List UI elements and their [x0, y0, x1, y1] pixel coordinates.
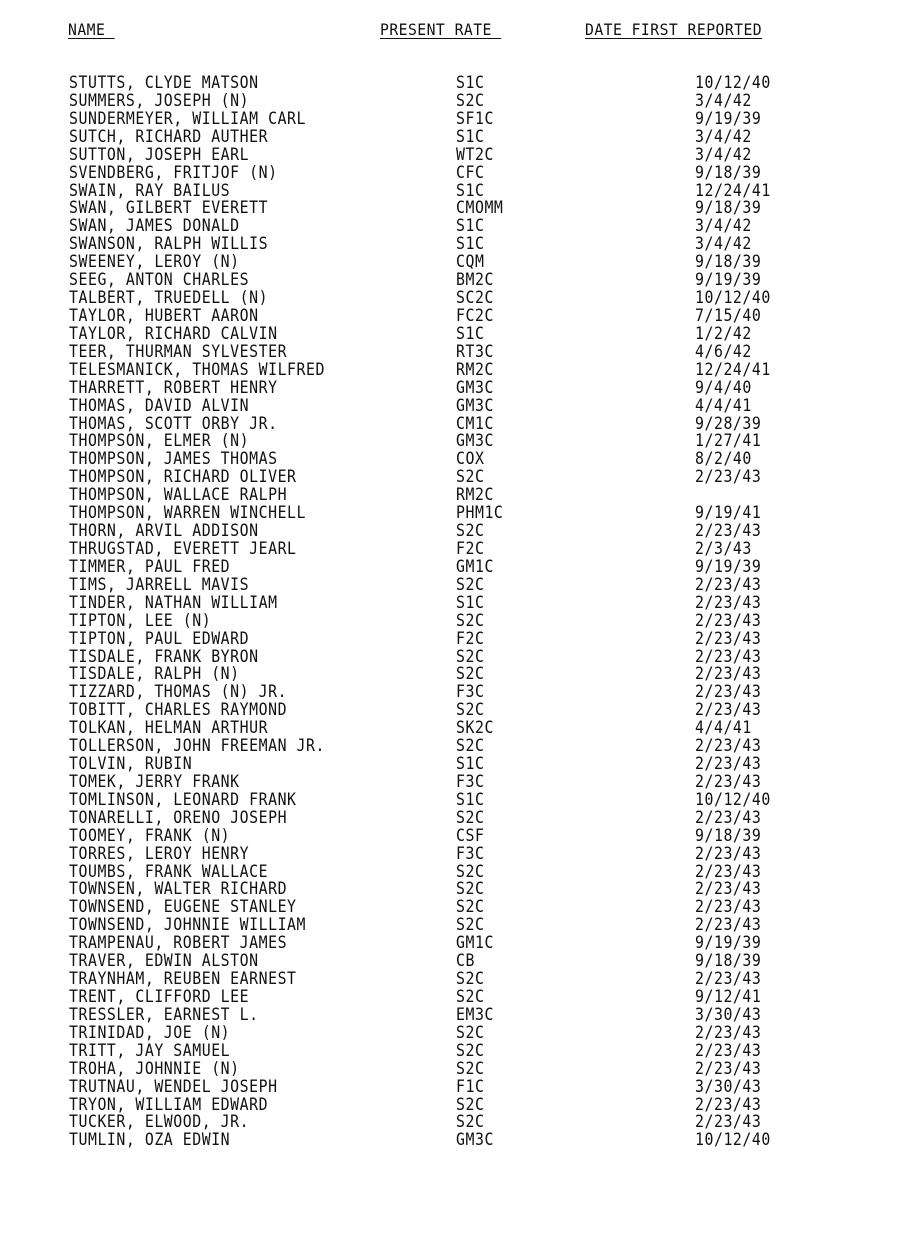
- roster-row: [0, 325, 897, 343]
- roster-name: TORRES, LEROY HENRY: [69, 843, 250, 863]
- roster-date: 12/24/41: [695, 180, 771, 200]
- roster-rate: S2C: [456, 1112, 485, 1132]
- roster-rate: S2C: [456, 646, 485, 666]
- roster-name: SWEENEY, LEROY (N): [69, 252, 240, 272]
- roster-date: 9/19/39: [695, 556, 762, 576]
- roster-name: TIMS, JARRELL MAVIS: [69, 574, 250, 594]
- roster-name: TEER, THURMAN SYLVESTER: [69, 341, 288, 361]
- roster-date: 1/2/42: [695, 323, 752, 343]
- roster-row: [0, 486, 897, 504]
- roster-date: 2/23/43: [695, 843, 762, 863]
- roster-date: 3/4/42: [695, 90, 752, 110]
- roster-rate: F2C: [456, 538, 485, 558]
- roster-rate: S2C: [456, 610, 485, 630]
- roster-rate: S2C: [456, 987, 485, 1007]
- roster-row: [0, 845, 897, 863]
- roster-name: TOWNSEND, JOHNNIE WILLIAM: [69, 915, 307, 935]
- header-name: NAME: [68, 20, 115, 39]
- roster-row: [0, 755, 897, 773]
- roster-row: [0, 1113, 897, 1131]
- roster-rate: F3C: [456, 843, 485, 863]
- roster-row: [0, 1042, 897, 1060]
- roster-rate: GM1C: [456, 556, 494, 576]
- roster-date: 7/15/40: [695, 305, 762, 325]
- roster-row: [0, 379, 897, 397]
- roster-rate: EM3C: [456, 1004, 494, 1024]
- roster-name: THOMPSON, WALLACE RALPH: [69, 485, 288, 505]
- roster-rate: F2C: [456, 628, 485, 648]
- roster-name: SUTCH, RICHARD AUTHER: [69, 126, 269, 146]
- roster-rate: S2C: [456, 915, 485, 935]
- roster-rate: S1C: [456, 234, 485, 254]
- roster-row: [0, 307, 897, 325]
- roster-date: 9/19/39: [695, 108, 762, 128]
- roster-date: 9/18/39: [695, 825, 762, 845]
- roster-date: 2/23/43: [695, 736, 762, 756]
- roster-rate: SK2C: [456, 718, 494, 738]
- roster-row: [0, 92, 897, 110]
- roster-rate: CMOMM: [456, 198, 504, 218]
- roster-rate: GM3C: [456, 395, 494, 415]
- roster-name: THRUGSTAD, EVERETT JEARL: [69, 538, 297, 558]
- roster-date: 2/23/43: [695, 1022, 762, 1042]
- roster-row: [0, 1131, 897, 1149]
- roster-row: [0, 199, 897, 217]
- roster-name: TRAVER, EDWIN ALSTON: [69, 951, 259, 971]
- roster-name: THOMAS, SCOTT ORBY JR.: [69, 413, 278, 433]
- roster-row: [0, 719, 897, 737]
- roster-date: 2/23/43: [695, 969, 762, 989]
- roster-rate: GM3C: [456, 1130, 494, 1150]
- roster-date: 2/23/43: [695, 664, 762, 684]
- roster-row: [0, 988, 897, 1006]
- roster-date: 3/4/42: [695, 216, 752, 236]
- roster-name: THORN, ARVIL ADDISON: [69, 521, 259, 541]
- roster-date: 2/23/43: [695, 467, 762, 487]
- roster-row: [0, 558, 897, 576]
- roster-name: TOLVIN, RUBIN: [69, 754, 193, 774]
- roster-rate: RT3C: [456, 341, 494, 361]
- roster-date: 3/4/42: [695, 144, 752, 164]
- roster-rate: S2C: [456, 700, 485, 720]
- roster-rate: CQM: [456, 252, 485, 272]
- roster-name: TAYLOR, RICHARD CALVIN: [69, 323, 278, 343]
- roster-rate: SF1C: [456, 108, 494, 128]
- roster-date: 9/18/39: [695, 252, 762, 272]
- roster-row: [0, 397, 897, 415]
- roster-rate: S2C: [456, 90, 485, 110]
- roster-date: 2/23/43: [695, 1112, 762, 1132]
- roster-date: 2/23/43: [695, 897, 762, 917]
- roster-date: 12/24/41: [695, 359, 771, 379]
- roster-rate: S2C: [456, 861, 485, 881]
- roster-date: 9/18/39: [695, 198, 762, 218]
- roster-date: 2/23/43: [695, 1058, 762, 1078]
- roster-name: TRITT, JAY SAMUEL: [69, 1040, 231, 1060]
- roster-name: THARRETT, ROBERT HENRY: [69, 377, 278, 397]
- roster-date: 2/23/43: [695, 628, 762, 648]
- roster-date: 3/30/43: [695, 1076, 762, 1096]
- roster-row: [0, 916, 897, 934]
- roster-name: SUNDERMEYER, WILLIAM CARL: [69, 108, 307, 128]
- roster-row: [0, 235, 897, 253]
- roster-row: [0, 361, 897, 379]
- roster-row: [0, 648, 897, 666]
- roster-date: 3/4/42: [695, 126, 752, 146]
- roster-date: 9/18/39: [695, 951, 762, 971]
- roster-name: TALBERT, TRUEDELL (N): [69, 288, 269, 308]
- roster-rate: S2C: [456, 664, 485, 684]
- roster-name: TRESSLER, EARNEST L.: [69, 1004, 259, 1024]
- roster-rate: S2C: [456, 969, 485, 989]
- roster-name: THOMPSON, WARREN WINCHELL: [69, 503, 307, 523]
- roster-row: [0, 665, 897, 683]
- roster-name: TAYLOR, HUBERT AARON: [69, 305, 259, 325]
- roster-row: [0, 182, 897, 200]
- roster-name: TROHA, JOHNNIE (N): [69, 1058, 240, 1078]
- header-date-first-reported: DATE FIRST REPORTED: [585, 20, 763, 39]
- roster-name: SUMMERS, JOSEPH (N): [69, 90, 250, 110]
- roster-date: 2/23/43: [695, 1040, 762, 1060]
- roster-rate: GM3C: [456, 377, 494, 397]
- roster-date: 2/23/43: [695, 682, 762, 702]
- roster-date: 9/4/40: [695, 377, 752, 397]
- roster-row: [0, 737, 897, 755]
- roster-rate: CFC: [456, 162, 485, 182]
- roster-name: SUTTON, JOSEPH EARL: [69, 144, 250, 164]
- roster-name: TINDER, NATHAN WILLIAM: [69, 592, 278, 612]
- roster-name: TUMLIN, OZA EDWIN: [69, 1130, 231, 1150]
- roster-date: 10/12/40: [695, 789, 771, 809]
- roster-row: [0, 146, 897, 164]
- roster-rate: F3C: [456, 682, 485, 702]
- roster-date: 3/4/42: [695, 234, 752, 254]
- roster-date: 10/12/40: [695, 73, 771, 92]
- roster-rate: CB: [456, 951, 475, 971]
- roster-rate: S2C: [456, 574, 485, 594]
- roster-name: SEEG, ANTON CHARLES: [69, 270, 250, 290]
- roster-row: [0, 128, 897, 146]
- roster-date: 2/23/43: [695, 521, 762, 541]
- roster-name: THOMPSON, ELMER (N): [69, 431, 250, 451]
- roster-rate: GM1C: [456, 933, 494, 953]
- roster-date: 2/23/43: [695, 574, 762, 594]
- roster-row: [0, 540, 897, 558]
- roster-name: STUTTS, CLYDE MATSON: [69, 73, 259, 92]
- roster-rate: S2C: [456, 1058, 485, 1078]
- roster-date: 1/27/41: [695, 431, 762, 451]
- roster-name: TOLLERSON, JOHN FREEMAN JR.: [69, 736, 325, 756]
- roster-date: 2/23/43: [695, 807, 762, 827]
- roster-date: 9/12/41: [695, 987, 762, 1007]
- roster-rate: S1C: [456, 180, 485, 200]
- roster-name: TONARELLI, ORENO JOSEPH: [69, 807, 288, 827]
- roster-name: SWAN, JAMES DONALD: [69, 216, 240, 236]
- roster-rate: S1C: [456, 126, 485, 146]
- roster-row: [0, 504, 897, 522]
- roster-name: TUCKER, ELWOOD, JR.: [69, 1112, 250, 1132]
- roster-name: TOWNSEN, WALTER RICHARD: [69, 879, 288, 899]
- roster-row: [0, 880, 897, 898]
- roster-rate: S1C: [456, 592, 485, 612]
- roster-name: SWANSON, RALPH WILLIS: [69, 234, 269, 254]
- roster-date: 10/12/40: [695, 288, 771, 308]
- roster-rate: S1C: [456, 789, 485, 809]
- roster-date: 2/3/43: [695, 538, 752, 558]
- roster-rate: S1C: [456, 73, 485, 92]
- roster-rate: CSF: [456, 825, 485, 845]
- roster-date: 9/19/39: [695, 933, 762, 953]
- roster-row: [0, 594, 897, 612]
- roster-name: TRYON, WILLIAM EDWARD: [69, 1094, 269, 1114]
- roster-row: [0, 1060, 897, 1078]
- roster-row: [0, 701, 897, 719]
- roster-name: TISDALE, RALPH (N): [69, 664, 240, 684]
- roster-row: [0, 289, 897, 307]
- roster-row: [0, 791, 897, 809]
- roster-date: 9/19/41: [695, 503, 762, 523]
- roster-name: SWAIN, RAY BAILUS: [69, 180, 231, 200]
- roster-rate: S2C: [456, 1094, 485, 1114]
- roster-rate: WT2C: [456, 144, 494, 164]
- roster-date: 4/4/41: [695, 395, 752, 415]
- roster-row: [0, 952, 897, 970]
- roster-rate: BM2C: [456, 270, 494, 290]
- header-present-rate: PRESENT RATE: [380, 20, 502, 39]
- roster-name: TIPTON, LEE (N): [69, 610, 212, 630]
- roster-date: 3/30/43: [695, 1004, 762, 1024]
- roster-date: 2/23/43: [695, 879, 762, 899]
- roster-date: 8/2/40: [695, 449, 752, 469]
- roster-row: [0, 898, 897, 916]
- roster-row: [0, 630, 897, 648]
- roster-row: [0, 432, 897, 450]
- roster-rate: S1C: [456, 323, 485, 343]
- roster-name: THOMPSON, JAMES THOMAS: [69, 449, 278, 469]
- roster-rate: RM2C: [456, 359, 494, 379]
- roster-rate: S2C: [456, 521, 485, 541]
- roster-row: [0, 522, 897, 540]
- roster-rate: FC2C: [456, 305, 494, 325]
- roster-date: 4/6/42: [695, 341, 752, 361]
- roster-date: 2/23/43: [695, 915, 762, 935]
- roster-date: 10/12/40: [695, 1130, 771, 1150]
- roster-row: [0, 468, 897, 486]
- roster-rate: S2C: [456, 897, 485, 917]
- roster-row: [0, 1006, 897, 1024]
- roster-row: [0, 827, 897, 845]
- roster-name: TOBITT, CHARLES RAYMOND: [69, 700, 288, 720]
- roster-name: TIZZARD, THOMAS (N) JR.: [69, 682, 288, 702]
- roster-row: [0, 110, 897, 128]
- roster-row: [0, 271, 897, 289]
- roster-date: 9/18/39: [695, 162, 762, 182]
- roster-row: [0, 415, 897, 433]
- roster-name: TISDALE, FRANK BYRON: [69, 646, 259, 666]
- roster-rate: GM3C: [456, 431, 494, 451]
- roster-date: 2/23/43: [695, 861, 762, 881]
- roster-row: [0, 217, 897, 235]
- roster-row: [0, 773, 897, 791]
- roster-row: [0, 253, 897, 271]
- roster-rate: S2C: [456, 807, 485, 827]
- roster-row: [0, 74, 897, 92]
- roster-row: [0, 683, 897, 701]
- roster-rate: S2C: [456, 879, 485, 899]
- roster-name: TRINIDAD, JOE (N): [69, 1022, 231, 1042]
- roster-rate: PHM1C: [456, 503, 504, 523]
- roster-name: TOUMBS, FRANK WALLACE: [69, 861, 269, 881]
- roster-date: 2/23/43: [695, 754, 762, 774]
- roster-row: [0, 1078, 897, 1096]
- roster-row: [0, 576, 897, 594]
- roster-name: THOMAS, DAVID ALVIN: [69, 395, 250, 415]
- roster-date: 2/23/43: [695, 700, 762, 720]
- roster-date: 9/28/39: [695, 413, 762, 433]
- roster-name: SWAN, GILBERT EVERETT: [69, 198, 269, 218]
- roster-name: TOOMEY, FRANK (N): [69, 825, 231, 845]
- roster-rate: S2C: [456, 736, 485, 756]
- roster-row: [0, 164, 897, 182]
- roster-date: 2/23/43: [695, 1094, 762, 1114]
- roster-name: THOMPSON, RICHARD OLIVER: [69, 467, 297, 487]
- roster-name: TIPTON, PAUL EDWARD: [69, 628, 250, 648]
- roster-row: [0, 934, 897, 952]
- roster-rate: COX: [456, 449, 485, 469]
- roster-rate: RM2C: [456, 485, 494, 505]
- roster-rate: SC2C: [456, 288, 494, 308]
- roster-date: 2/23/43: [695, 771, 762, 791]
- roster-rate: F1C: [456, 1076, 485, 1096]
- roster-name: TOLKAN, HELMAN ARTHUR: [69, 718, 269, 738]
- roster-name: TIMMER, PAUL FRED: [69, 556, 231, 576]
- roster-rate: S2C: [456, 1040, 485, 1060]
- roster-date: 2/23/43: [695, 592, 762, 612]
- roster-name: TOWNSEND, EUGENE STANLEY: [69, 897, 297, 917]
- roster-row: [0, 970, 897, 988]
- roster-name: TRAYNHAM, REUBEN EARNEST: [69, 969, 297, 989]
- roster-rate: CM1C: [456, 413, 494, 433]
- roster-name: SVENDBERG, FRITJOF (N): [69, 162, 278, 182]
- roster-row: [0, 612, 897, 630]
- roster-date: 2/23/43: [695, 646, 762, 666]
- roster-rate: S1C: [456, 754, 485, 774]
- roster-row: [0, 1096, 897, 1114]
- roster-row: [0, 450, 897, 468]
- roster-name: TELESMANICK, THOMAS WILFRED: [69, 359, 325, 379]
- roster-name: TRUTNAU, WENDEL JOSEPH: [69, 1076, 278, 1096]
- roster-date: 9/19/39: [695, 270, 762, 290]
- roster-row: [0, 863, 897, 881]
- roster-name: TRAMPENAU, ROBERT JAMES: [69, 933, 288, 953]
- roster-date: 2/23/43: [695, 610, 762, 630]
- roster-row: [0, 809, 897, 827]
- roster-date: 4/4/41: [695, 718, 752, 738]
- roster-rate: S1C: [456, 216, 485, 236]
- roster-row: [0, 1024, 897, 1042]
- roster-name: TOMEK, JERRY FRANK: [69, 771, 240, 791]
- roster-rate: S2C: [456, 467, 485, 487]
- roster-row: [0, 343, 897, 361]
- roster-name: TOMLINSON, LEONARD FRANK: [69, 789, 297, 809]
- roster-rate: F3C: [456, 771, 485, 791]
- roster-rate: S2C: [456, 1022, 485, 1042]
- roster-list: [0, 74, 897, 1149]
- roster-name: TRENT, CLIFFORD LEE: [69, 987, 250, 1007]
